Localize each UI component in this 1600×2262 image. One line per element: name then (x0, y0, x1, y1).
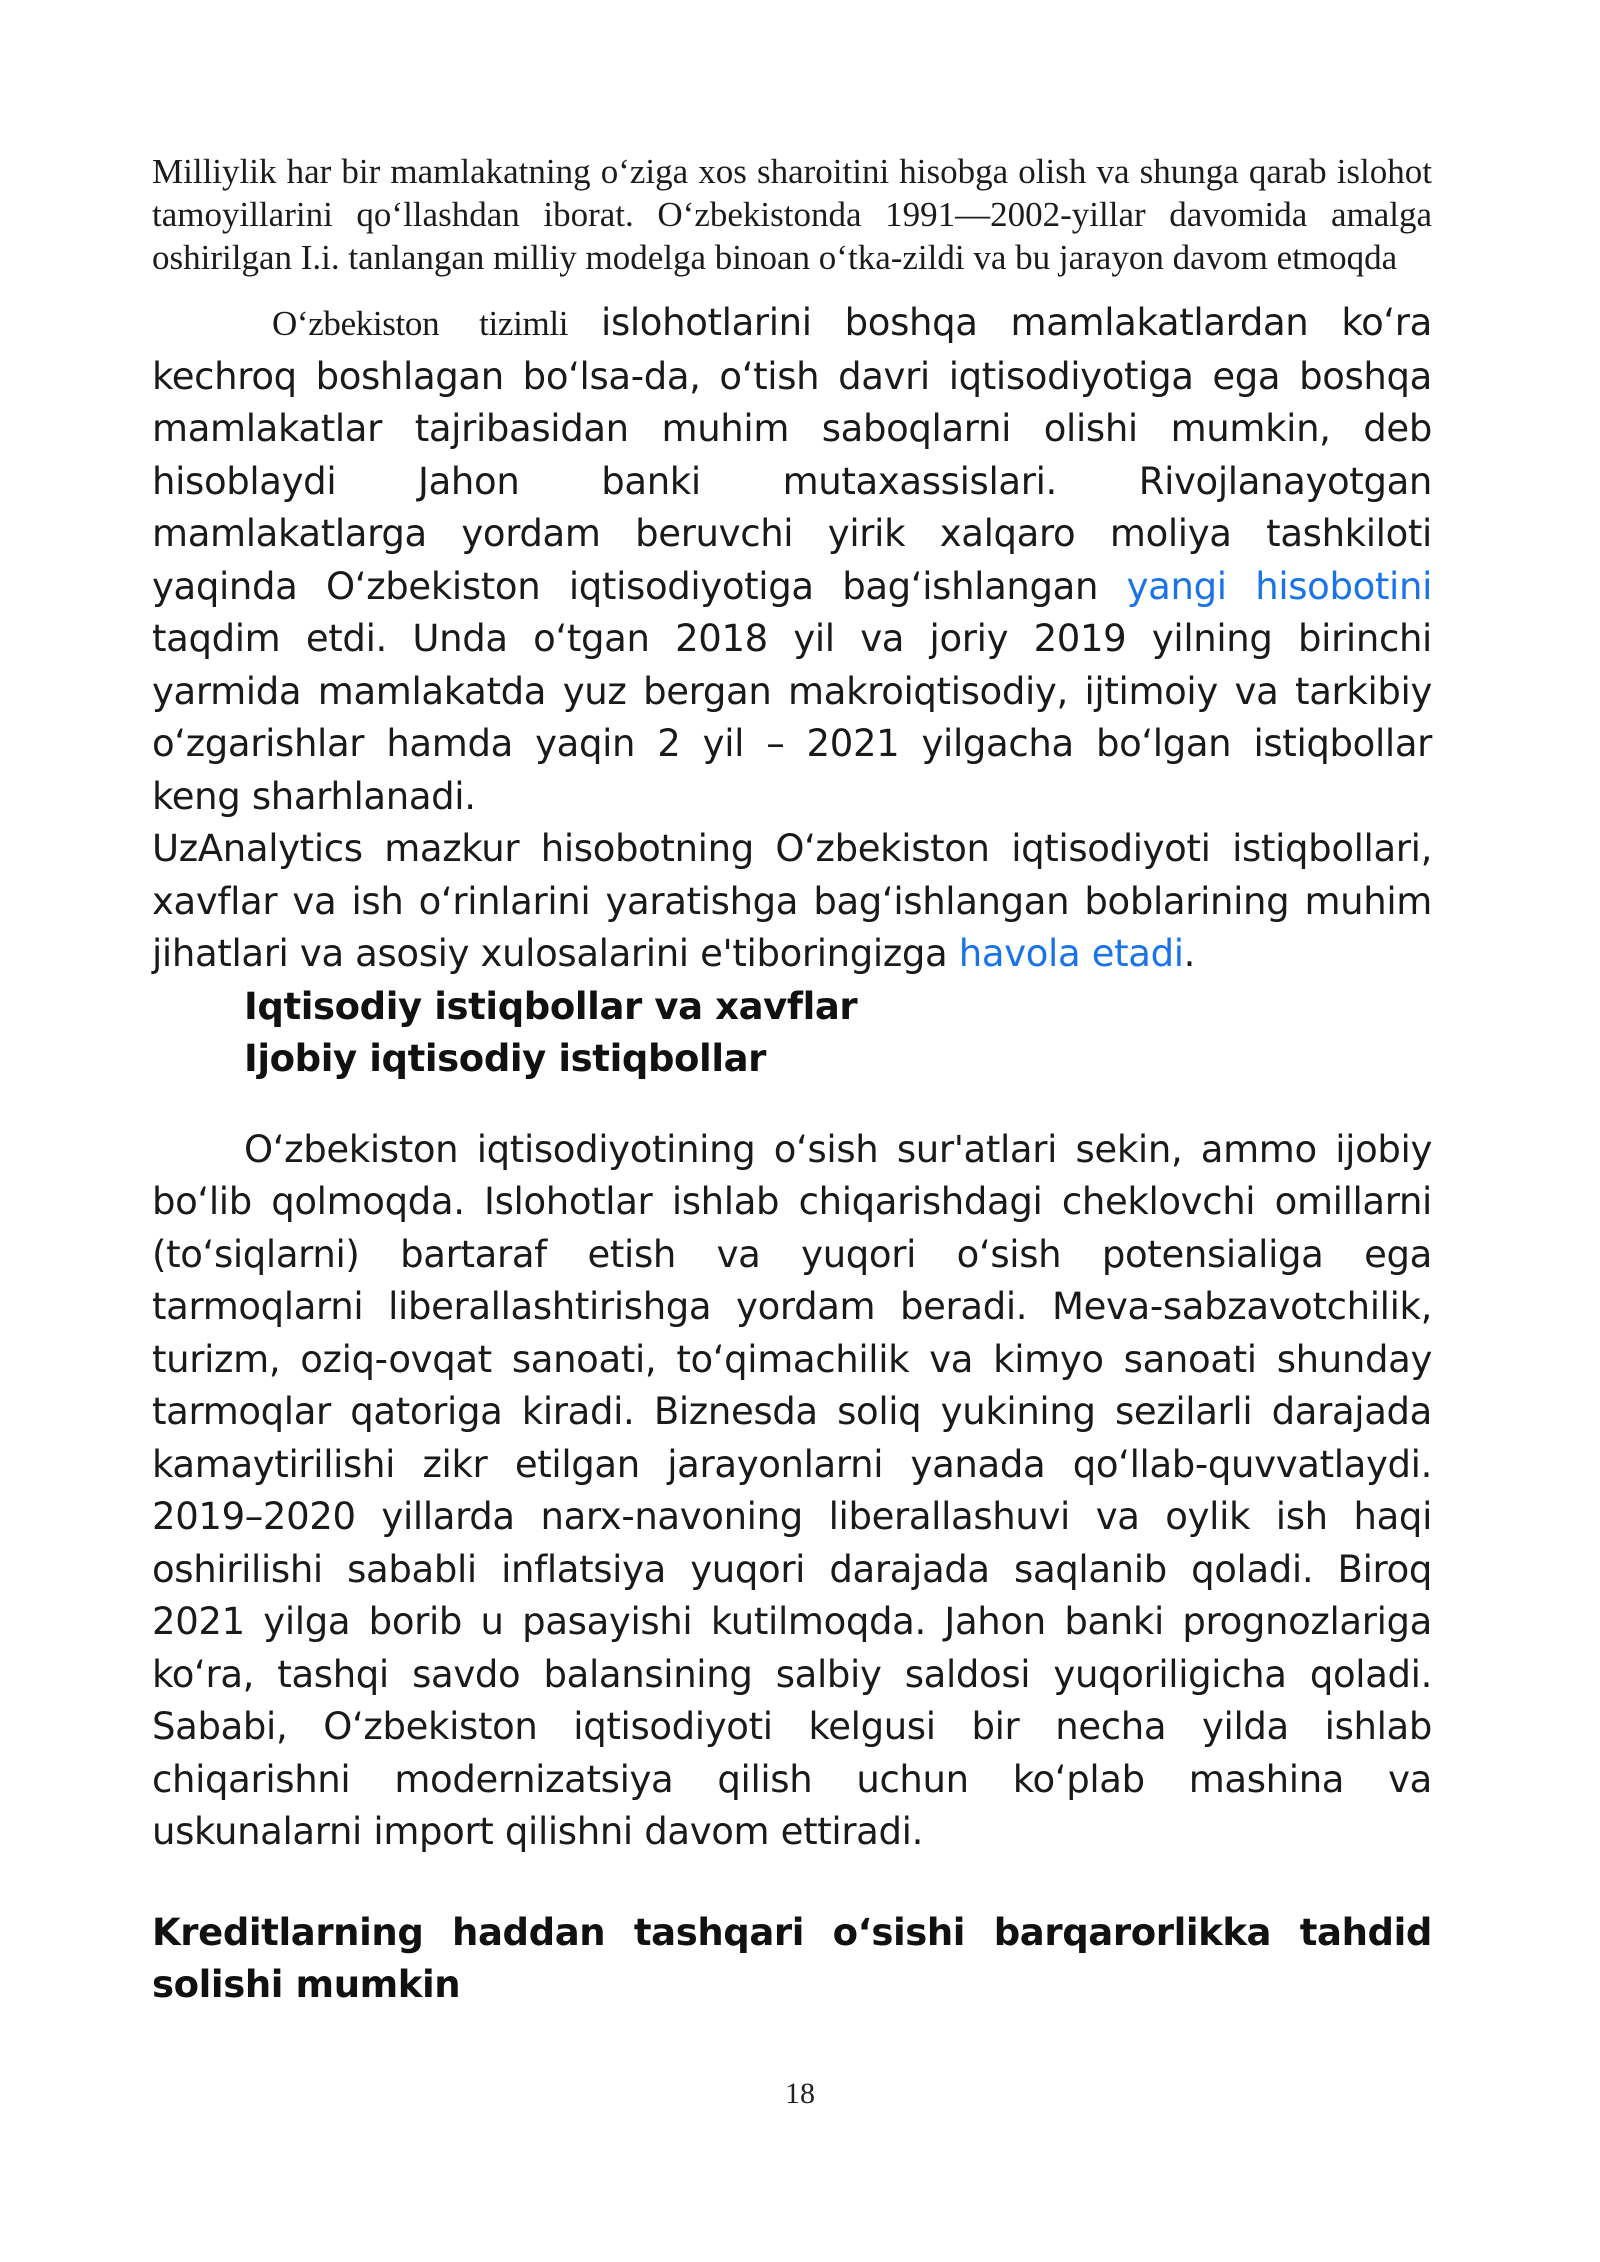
page-number: 18 (785, 2077, 815, 2110)
paragraph-text: . (1183, 932, 1196, 975)
paragraph-text: islohotlarini boshqa mamlakatlardan ko‘ra kechroq boshlagan bo‘lsa-da, o‘tish davri iqtisodiyotiga ega boshqa mamlakatlar tajribasidan muhim saboqlarni olishi mumkin, deb hisoblaydi Jahon banki mutaxassislari. Rivojlanayotgan mamlakatlarga yordam beruvchi yirik xalqaro moliya tashkiloti yaqinda O‘zbekiston iqtisodiyotiga bag‘ishlangan (152, 301, 1432, 608)
heading-economic-prospects: Iqtisodiy istiqbollar va xavflar (244, 984, 858, 1028)
paragraph-growth: O‘zbekiston iqtisodiyotining o‘sish sur'atlari sekin, ammo ijobiy bo‘lib qolmoqda. Islohotlar ishlab chiqarishdagi cheklovchi omillarni (to‘siqlarni) bartaraf etish va yuqori o‘sish potensialiga ega tarmoqlarni liberallashtirishga yordam beradi. Meva-sabzavotchilik, turizm, oziq-ovqat sanoati, to‘qimachilik va kimyo sanoati shunday tarmoqlar qatoriga kiradi. Biznesda soliq yukining sezilarli darajada kamaytirilishi zikr etilgan jarayonlarni yanada qo‘llab-quvvatlaydi. 2019–2020 yillarda narx-navoning liberallashuvi va oylik ish haqi oshirilishi sababli inflatsiya yuqori darajada saqlanib qoladi. Biroq 2021 yilga borib u pasayishi kutilmoqda. Jahon banki prognozlariga ko‘ra, tashqi savdo balansining salbiy saldosi yuqoriligicha qoladi. Sababi, O‘zbekiston iqtisodiyoti kelgusi bir necha yilda ishlab chiqarishni modernizatsiya qilish uchun ko‘plab mashina va uskunalarni import qilishni davom ettiradi. (152, 1127, 1432, 1853)
paragraph-text: UzAnalytics mazkur hisobotning O‘zbekiston iqtisodiyoti istiqbollari, xavflar va ish o‘rinlarini yaratishga bag‘ishlangan boblarining muhim jihatlari va asosiy xulosalarini e'tiboringizga (152, 827, 1432, 975)
paragraph-national-model: Milliylik har bir mamlakatning o‘ziga xos sharoitini hisobga olish va shunga qarab islohot tamoyillarini qo‘llashdan iborat. O‘zbekistonda 1991—2002-yillar davomida amalga oshirilgan I.i. tanlangan milliy modelga binoan o‘tka-zildi va bu jarayon davom etmoqda (152, 152, 1432, 277)
paragraph-uzanalytics (152, 823, 1432, 981)
document-page (152, 150, 1432, 2012)
paragraph-world-bank (152, 297, 1432, 823)
heading-group (152, 981, 1432, 1086)
heading-positive-prospects: Ijobiy iqtisodiy istiqbollar (244, 1037, 767, 1080)
report-link[interactable]: yangi hisobotini (1126, 564, 1433, 608)
heading-credit-growth: Kreditlarning haddan tashqari o‘sishi barqarorlikka tahdid solishi mumkin (152, 1910, 1432, 2006)
paragraph-intro-serif: O‘zbekiston tizimli (272, 304, 569, 343)
paragraph-text: taqdim etdi. Unda o‘tgan 2018 yil va joriy 2019 yilning birinchi yarmida mamlakatda yuz bergan makroiqtisodiy, ijtimoiy va tarkibiy o‘zgarishlar hamda yaqin 2 yil – 2021 yilgacha bo‘lgan istiqbollar keng sharhlanadi. (152, 617, 1432, 818)
reference-link[interactable]: havola etadi (958, 932, 1184, 975)
